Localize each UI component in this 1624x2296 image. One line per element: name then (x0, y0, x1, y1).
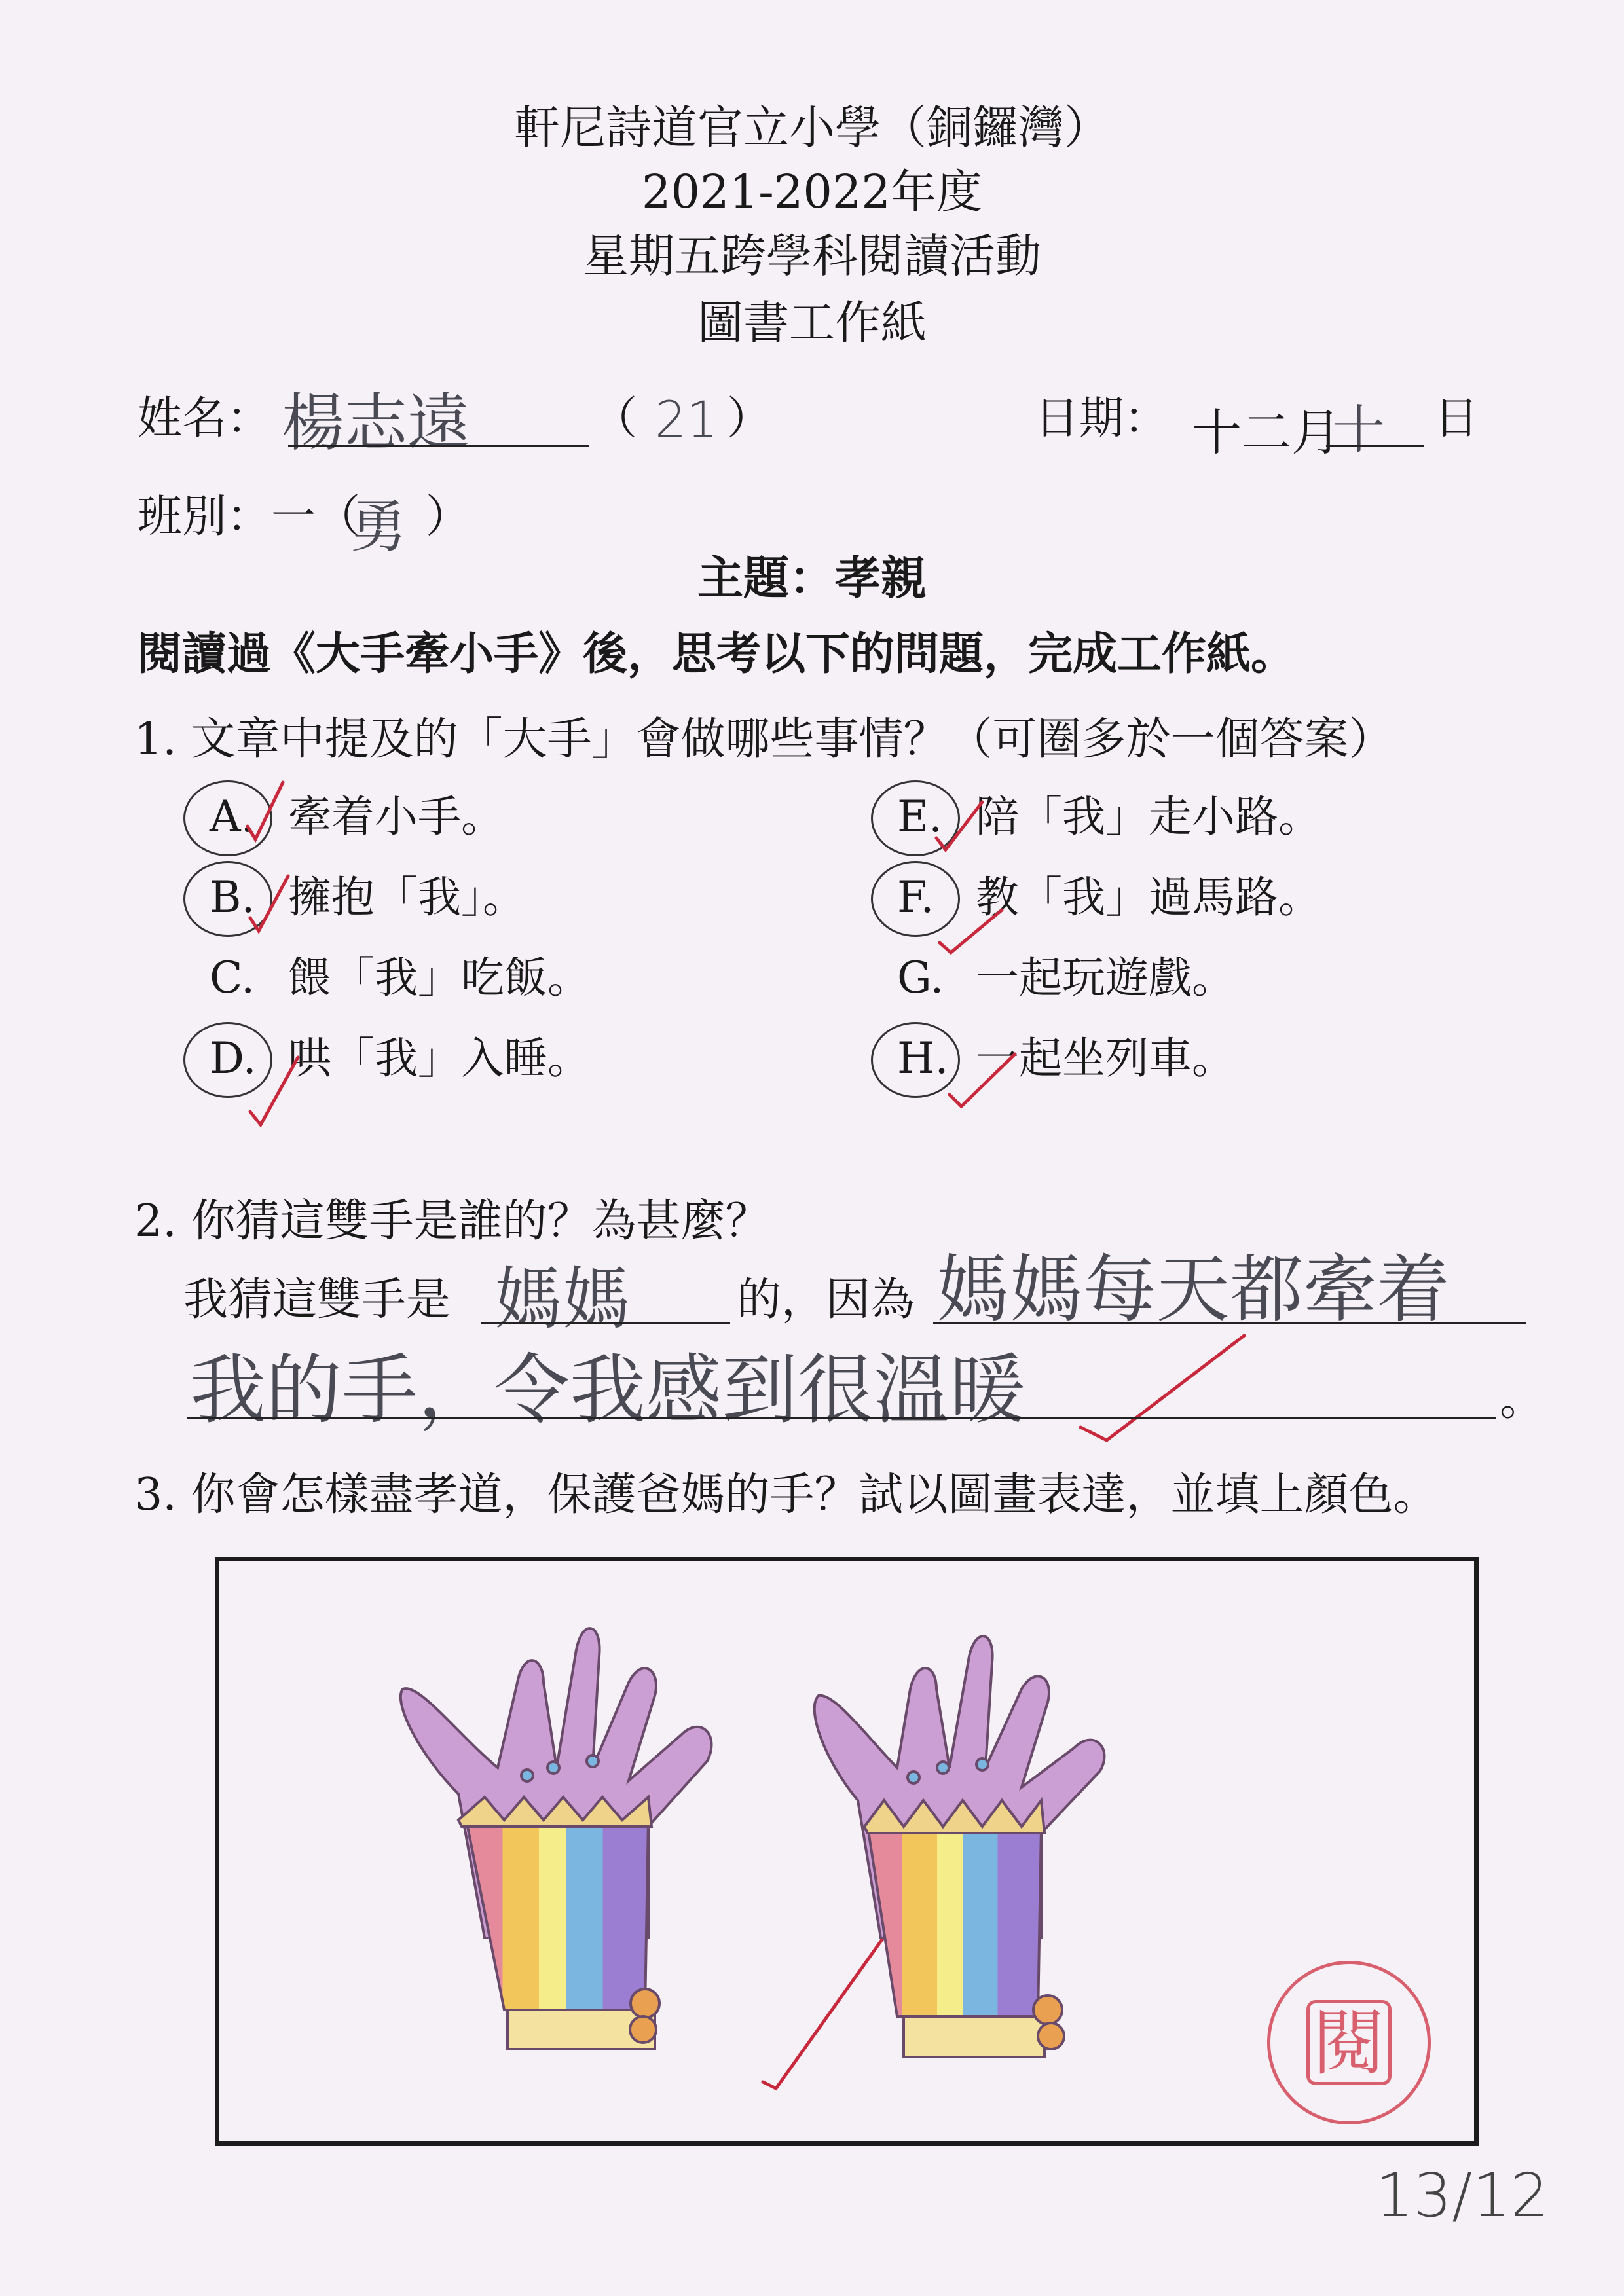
stamp-character: 閱 (1313, 2001, 1385, 2085)
question-3: 3. 你會怎樣盡孝道，保護爸媽的手？試以圖畫表達，並填上顏色。 (134, 1469, 1438, 1521)
option-h: H. 一起坐列車。 (897, 1033, 1235, 1084)
name-label: 姓名： (138, 393, 272, 445)
q2-middle: 的，因為 (737, 1274, 915, 1326)
option-a: A. 牽着小手。 (210, 792, 504, 842)
option-c: C. 餵「我」吃飯。 (210, 953, 591, 1003)
school-year: 2021-2022年度 (642, 165, 982, 219)
instruction: 閱讀過《大手牽小手》後，思考以下的問題，完成工作紙。 (138, 628, 1296, 680)
class-label: 班別：一（ (138, 491, 361, 543)
option-b: B. 擁抱「我」。 (210, 872, 526, 922)
date-day: 十 (1333, 399, 1385, 460)
reading-stamp (1267, 1961, 1431, 2124)
date-label: 日期： (1035, 393, 1169, 445)
right-glove (815, 1636, 1105, 2057)
option-g: G. 一起玩遊戲。 (897, 953, 1235, 1003)
option-d: D. 哄「我」入睡。 (210, 1033, 591, 1084)
date-suffix: 日 (1434, 393, 1479, 445)
q2-reason-line2: 我的手，令我感到很溫暖 (190, 1346, 1025, 1434)
school-name: 軒尼詩道官立小學（銅鑼灣） (514, 101, 1110, 155)
number-open: （ (593, 393, 638, 445)
question-2: 2. 你猜這雙手是誰的？為甚麼？ (134, 1195, 770, 1247)
q2-reason-line1: 媽媽每天都牽着 (936, 1247, 1450, 1332)
right-glove-cuff (904, 2016, 1044, 2057)
class-value: 勇 (350, 494, 407, 560)
class-close: ） (426, 491, 471, 543)
activity-title: 星期五跨學科閱讀活動 (583, 229, 1041, 283)
theme-title: 主題：孝親 (697, 551, 927, 605)
worksheet-title: 圖書工作紙 (697, 296, 927, 350)
number-close: ） (727, 393, 772, 445)
question-1: 1. 文章中提及的「大手」會做哪些事情？（可圈多於一個答案） (134, 714, 1393, 765)
option-f: F. 教「我」過馬路。 (897, 872, 1321, 922)
left-glove (401, 1628, 712, 2049)
score: 13/12 (1375, 2160, 1549, 2231)
q2-prefix: 我猜這雙手是 (183, 1274, 451, 1326)
q2-end: 。 (1500, 1374, 1545, 1426)
number-value: 21 (655, 390, 718, 448)
name-value: 楊志遠 (282, 386, 470, 460)
q2-answer-who: 媽媽 (494, 1259, 631, 1339)
option-e: E. 陪「我」走小路。 (897, 792, 1321, 842)
date-month: 十二月 (1192, 403, 1341, 462)
